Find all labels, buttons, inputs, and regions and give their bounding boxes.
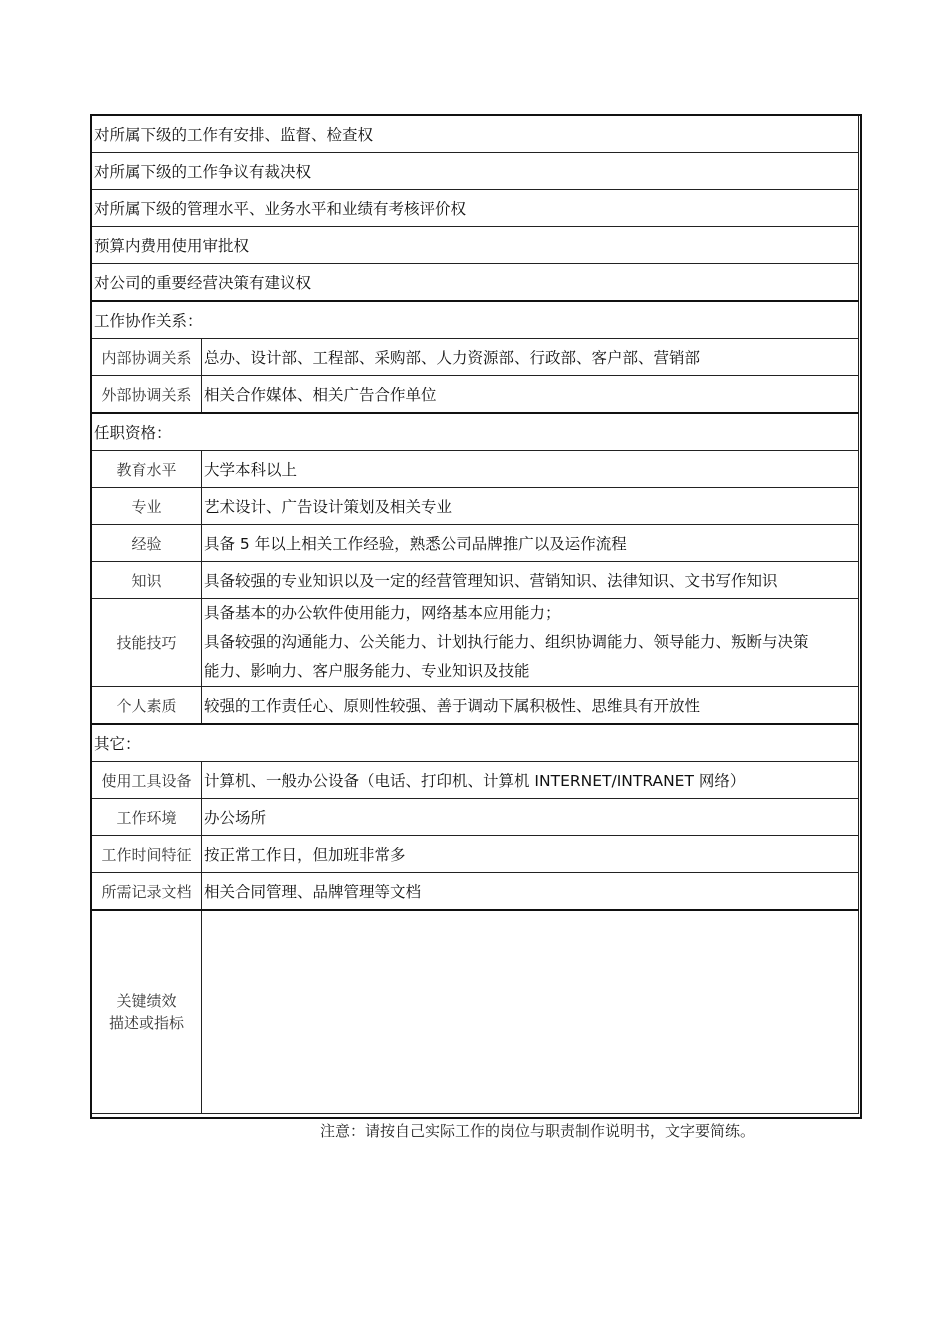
authority-row [92, 116, 859, 153]
kpi-row [92, 910, 859, 1114]
skills-row [92, 599, 859, 687]
personal-quality-label: 个人素质 [92, 687, 202, 725]
tools-row [92, 762, 859, 799]
internal-coordination-row [92, 339, 859, 376]
authority-item: 预算内费用使用审批权 [92, 227, 859, 264]
cooperation-heading: 工作协作关系： [92, 301, 859, 339]
knowledge-value: 具备较强的专业知识以及一定的经营管理知识、营销知识、法律知识、文书写作知识 [202, 562, 859, 599]
external-coordination-row [92, 376, 859, 414]
footnote: 注意：请按自己实际工作的岗位与职责制作说明书，文字要简练。 [320, 1122, 756, 1140]
experience-value: 具备 5 年以上相关工作经验，熟悉公司品牌推广以及运作流程 [202, 525, 859, 562]
cooperation-heading-row [92, 301, 859, 339]
major-label: 专业 [92, 488, 202, 525]
documents-label: 所需记录文档 [92, 873, 202, 911]
hours-value: 按正常工作日，但加班非常多 [202, 836, 859, 873]
education-label: 教育水平 [92, 451, 202, 488]
qualifications-heading: 任职资格： [92, 413, 859, 451]
authority-item: 对所属下级的工作有安排、监督、检查权 [92, 116, 859, 153]
kpi-label [92, 910, 202, 1114]
education-value: 大学本科以上 [202, 451, 859, 488]
kpi-label-line: 描述或指标 [108, 1014, 184, 1032]
environment-label: 工作环境 [92, 799, 202, 836]
other-heading-row [92, 724, 859, 762]
documents-value: 相关合同管理、品牌管理等文档 [202, 873, 859, 911]
tools-label: 使用工具设备 [92, 762, 202, 799]
experience-row [92, 525, 859, 562]
job-description-table [91, 115, 859, 1114]
education-row [92, 451, 859, 488]
hours-row [92, 836, 859, 873]
skills-value [202, 599, 859, 687]
documents-row [92, 873, 859, 911]
internal-coordination-value: 总办、设计部、工程部、采购部、人力资源部、行政部、客户部、营销部 [202, 339, 859, 376]
authority-row [92, 153, 859, 190]
kpi-label-line: 关键绩效 [116, 992, 177, 1010]
skills-line: 能力、影响力、客户服务能力、专业知识及技能 [204, 662, 530, 680]
authority-item: 对公司的重要经营决策有建议权 [92, 264, 859, 302]
authority-row [92, 190, 859, 227]
tools-value: 计算机、一般办公设备（电话、打印机、计算机 INTERNET/INTRANET 网络） [202, 762, 859, 799]
authority-row [92, 227, 859, 264]
hours-label: 工作时间特征 [92, 836, 202, 873]
internal-coordination-label: 内部协调关系 [92, 339, 202, 376]
knowledge-row [92, 562, 859, 599]
authority-item: 对所属下级的管理水平、业务水平和业绩有考核评价权 [92, 190, 859, 227]
personal-quality-row [92, 687, 859, 725]
other-heading: 其它： [92, 724, 859, 762]
major-value: 艺术设计、广告设计策划及相关专业 [202, 488, 859, 525]
qualifications-heading-row [92, 413, 859, 451]
skills-label: 技能技巧 [92, 599, 202, 687]
skills-line: 具备基本的办公软件使用能力，网络基本应用能力； [204, 604, 561, 622]
external-coordination-label: 外部协调关系 [92, 376, 202, 414]
major-row [92, 488, 859, 525]
knowledge-label: 知识 [92, 562, 202, 599]
authority-row [92, 264, 859, 302]
experience-label: 经验 [92, 525, 202, 562]
personal-quality-value: 较强的工作责任心、原则性较强、善于调动下属积极性、思维具有开放性 [202, 687, 859, 725]
environment-row [92, 799, 859, 836]
environment-value: 办公场所 [202, 799, 859, 836]
skills-line: 具备较强的沟通能力、公关能力、计划执行能力、组织协调能力、领导能力、叛断与决策 [204, 633, 809, 651]
kpi-value [202, 910, 859, 1114]
authority-item: 对所属下级的工作争议有裁决权 [92, 153, 859, 190]
external-coordination-value: 相关合作媒体、相关广告合作单位 [202, 376, 859, 414]
